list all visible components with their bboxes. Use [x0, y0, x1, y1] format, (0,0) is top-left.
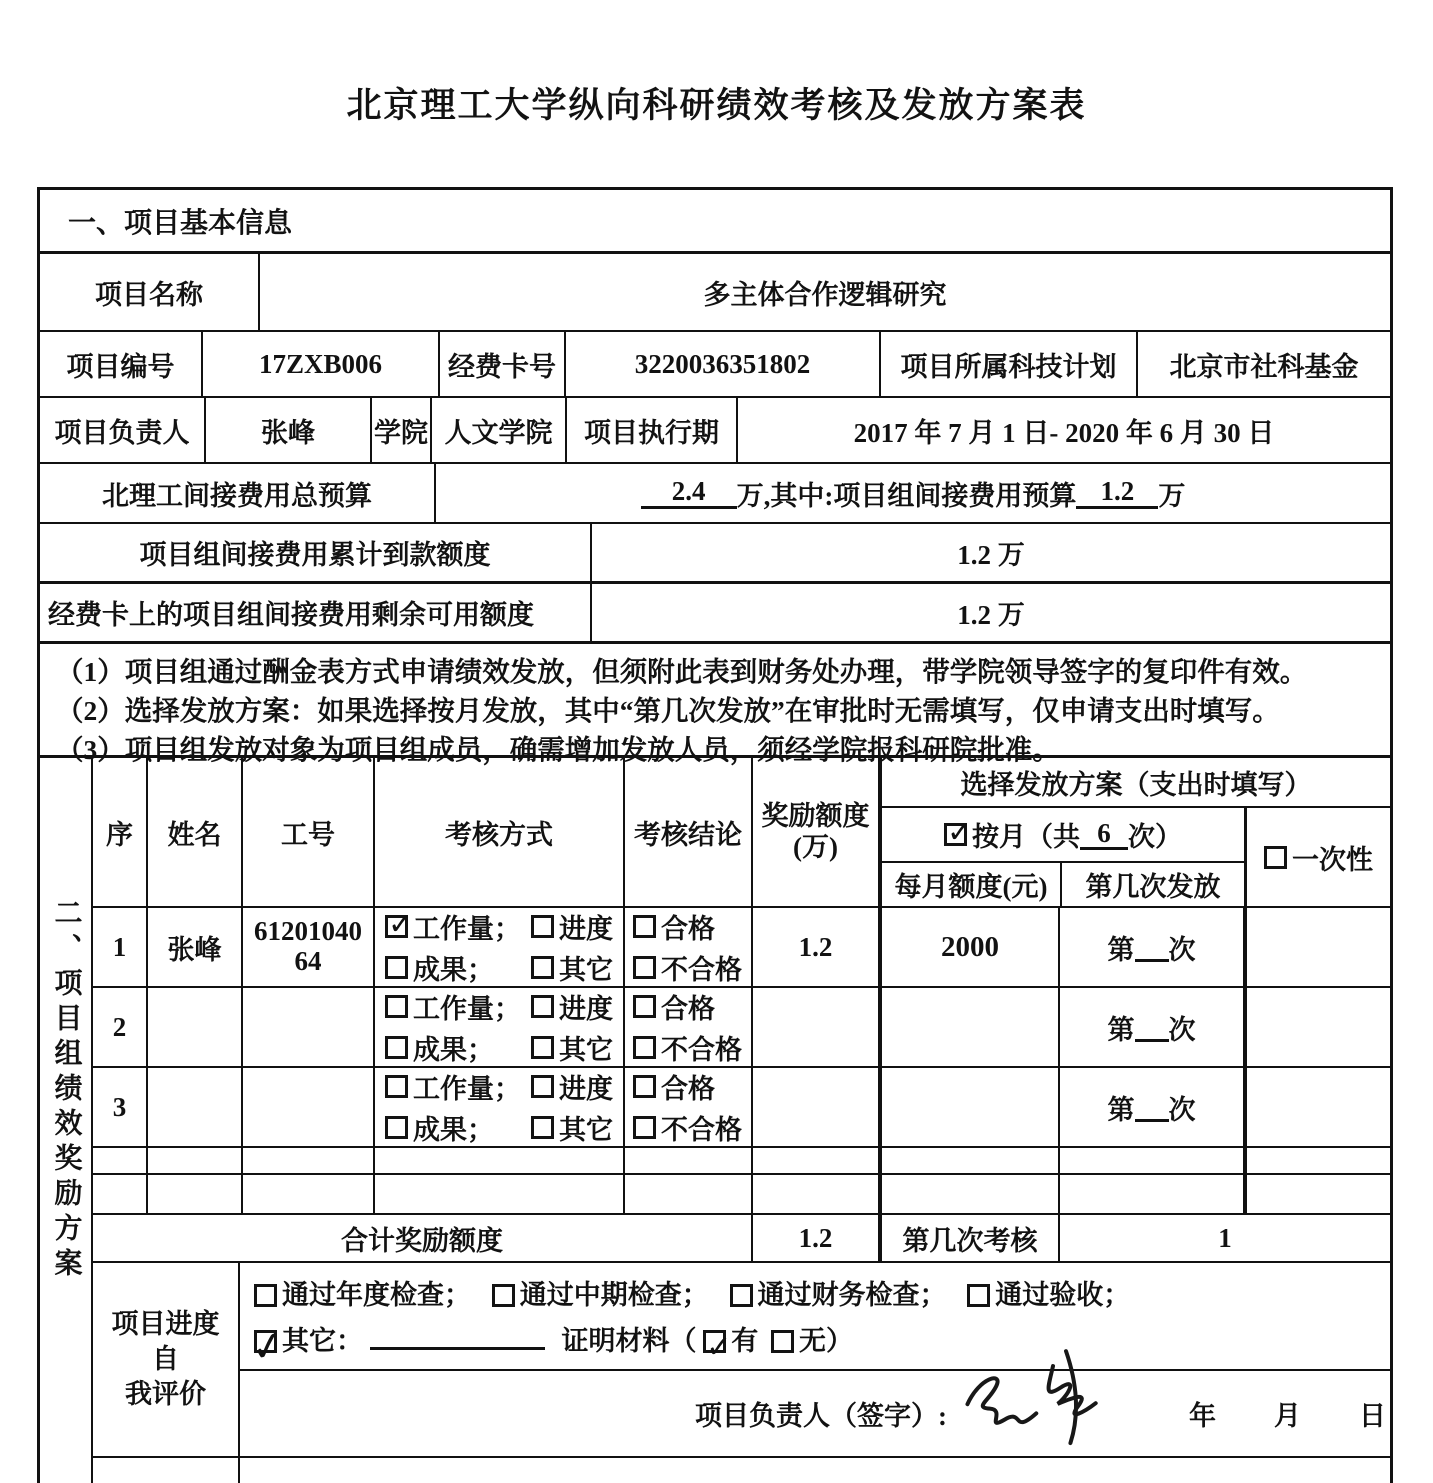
- row3-workload-label: 工作量；: [413, 1074, 521, 1104]
- remaining-row: [40, 584, 1390, 644]
- annual-check-checkbox: [254, 1284, 277, 1307]
- tech-plan-value: 北京市社科基金: [1169, 351, 1359, 382]
- midterm-check-checkbox: [492, 1284, 515, 1307]
- row3-issue-fill: [1135, 1092, 1169, 1122]
- row1-seq: 1: [93, 908, 148, 986]
- header-plan-title: 选择发放方案（支出时填写）: [882, 758, 1390, 808]
- row2-which-issue: [1060, 988, 1245, 1066]
- evidence-label: 证明材料（: [561, 1325, 697, 1356]
- date-month-label: 月: [1274, 1401, 1301, 1431]
- budget-row: [40, 464, 1390, 524]
- row1-empno-line1: 61201040: [254, 916, 362, 947]
- row1-pass-label: 合格: [661, 914, 715, 944]
- monthly-prefix: 按月（共: [972, 822, 1080, 852]
- row1-empno: [243, 908, 375, 986]
- row3-which-issue: [1060, 1068, 1245, 1146]
- form-table: [37, 187, 1393, 1483]
- header-name: 姓名: [148, 758, 243, 906]
- project-name-label: 项目名称: [40, 254, 260, 330]
- onetime-label: 一次性: [1292, 844, 1373, 875]
- row2-amount: [753, 988, 880, 1066]
- received-row: [40, 524, 1390, 584]
- row1-method: [375, 908, 625, 986]
- row2-pass-checkbox: [633, 995, 656, 1018]
- project-leader-row: [40, 398, 1390, 464]
- remaining-value: 1.2 万: [957, 600, 1025, 630]
- row3-result-checkbox: [385, 1116, 408, 1139]
- row1-onetime-cell: [1245, 908, 1390, 986]
- acceptance-check-label: 通过验收；: [995, 1280, 1131, 1310]
- header-empno: 工号: [243, 758, 375, 906]
- row1-workload-checkbox: [385, 915, 408, 938]
- budget-label: 北理工间接费用总预算: [40, 464, 436, 522]
- member-row-3: [93, 1068, 1390, 1148]
- row1-other-checkbox: [531, 956, 554, 979]
- fund-card-label: 经费卡号: [440, 332, 566, 396]
- row2-seq: 2: [93, 988, 148, 1066]
- finance-check-checkbox: [730, 1284, 753, 1307]
- row3-seq: 3: [93, 1068, 148, 1146]
- empty-row-1: [93, 1148, 1390, 1175]
- row3-other-checkbox: [531, 1116, 554, 1139]
- onetime-checkbox: [1264, 846, 1287, 869]
- row2-issue-fill: [1135, 1012, 1169, 1042]
- row2-issue-prefix: 第: [1107, 1014, 1135, 1045]
- row2-result-checkbox: [385, 1036, 408, 1059]
- leader-value: 张峰: [206, 398, 372, 462]
- evidence-yes-checkbox: [703, 1330, 726, 1353]
- row1-fail-checkbox: [633, 956, 656, 979]
- self-eval-label: [93, 1263, 240, 1456]
- row2-fail-checkbox: [633, 1036, 656, 1059]
- date-year-label: 年: [1189, 1401, 1216, 1431]
- leader-label: 项目负责人: [40, 398, 206, 462]
- section1-heading-row: [40, 190, 1390, 254]
- finance-check-label: 通过财务检查；: [757, 1280, 947, 1310]
- row3-fail-checkbox: [633, 1116, 656, 1139]
- row2-monthly: [880, 988, 1060, 1066]
- member-row-2: [93, 988, 1390, 1068]
- row2-issue-suffix: 次: [1168, 1014, 1196, 1045]
- row2-progress-label: 进度: [559, 994, 613, 1024]
- date-day-label: 日: [1359, 1401, 1386, 1431]
- section1-heading: 一、项目基本信息: [68, 207, 293, 239]
- evidence-yes-label: 有: [731, 1325, 759, 1356]
- member-row-1: [93, 908, 1390, 988]
- signature-label: 项目负责人（签字）:: [695, 1401, 947, 1431]
- row2-workload-label: 工作量；: [413, 994, 521, 1024]
- midterm-check-label: 通过中期检查；: [519, 1280, 709, 1310]
- signature-area: [240, 1371, 1390, 1456]
- empty-row-2: [93, 1175, 1390, 1215]
- header-monthly-block: [882, 808, 1247, 906]
- evidence-close-paren: ）: [826, 1325, 853, 1356]
- partial-bottom-row: [93, 1458, 1390, 1483]
- section2: [40, 758, 1390, 1483]
- budget-total-fill: 2.4: [641, 477, 737, 508]
- budget-unit-text: 万: [1158, 480, 1186, 511]
- self-eval-content: [240, 1263, 1390, 1456]
- monthly-times-fill: 6: [1080, 819, 1128, 850]
- which-assessment-value: 1: [1218, 1222, 1232, 1253]
- row2-method: [375, 988, 625, 1066]
- row3-progress-checkbox: [531, 1075, 554, 1098]
- row2-fail-label: 不合格: [661, 1035, 742, 1065]
- row3-fail-label: 不合格: [661, 1115, 742, 1145]
- row2-progress-checkbox: [531, 995, 554, 1018]
- leader-signature: [951, 1343, 1131, 1447]
- row1-name: 张峰: [148, 908, 243, 986]
- row3-progress-label: 进度: [559, 1074, 613, 1104]
- row1-progress-label: 进度: [559, 914, 613, 944]
- row3-onetime-cell: [1245, 1068, 1390, 1146]
- evidence-no-label: 无: [799, 1325, 826, 1356]
- note-1: （1）项目组通过酬金表方式申请绩效发放，但须附此表到财务处办理，带学院领导签字的复印件有效。: [56, 656, 1308, 687]
- received-label: 项目组间接费用累计到款额度: [40, 524, 592, 581]
- section2-side-strip: [40, 758, 93, 1483]
- project-number-label: 项目编号: [40, 332, 203, 396]
- row3-issue-suffix: 次: [1168, 1094, 1196, 1125]
- row1-empno-line2: 64: [294, 946, 322, 976]
- self-eval-label-line2: 我评价: [125, 1379, 206, 1410]
- row1-result-checkbox: [385, 956, 408, 979]
- row2-onetime-cell: [1245, 988, 1390, 1066]
- other-check-checkbox: [254, 1330, 277, 1353]
- row2-other-checkbox: [531, 1036, 554, 1059]
- project-name-row: [40, 254, 1390, 332]
- header-plan-block: [880, 758, 1390, 906]
- notes-block: [40, 644, 1390, 766]
- which-assessment-label: 第几次考核: [880, 1215, 1060, 1261]
- header-monthly-option: [882, 808, 1244, 863]
- row1-issue-fill: [1135, 932, 1169, 962]
- section2-grid: [93, 758, 1390, 1483]
- header-monthly-amount: 每月额度(元): [882, 863, 1062, 906]
- evidence-no-checkbox: [771, 1330, 794, 1353]
- row1-monthly: 2000: [880, 908, 1060, 986]
- header-amount-text: 奖励额度: [761, 800, 870, 831]
- row2-other-label: 其它: [559, 1035, 613, 1065]
- fund-card-value: 3220036351802: [566, 332, 881, 396]
- tech-plan-label: 项目所属科技计划: [881, 332, 1138, 396]
- project-number-row: [40, 332, 1390, 398]
- row3-pass-label: 合格: [661, 1074, 715, 1104]
- section2-side-label: 二、项目组绩效奖励方案: [50, 898, 82, 1283]
- remaining-label: 经费卡上的项目组间接费用剩余可用额度: [40, 584, 592, 641]
- row2-name: [148, 988, 243, 1066]
- row1-workload-label: 工作量；: [413, 914, 521, 944]
- other-check-label: 其它：: [282, 1325, 363, 1356]
- header-which-issue: 第几次发放: [1085, 872, 1221, 902]
- row1-fail-label: 不合格: [661, 955, 742, 985]
- row1-which-issue: [1060, 908, 1245, 986]
- row3-monthly: [880, 1068, 1060, 1146]
- note-2: （2）选择发放方案：如果选择按月发放，其中“第几次发放”在审批时无需填写，仅申请支出时填写。: [56, 695, 1280, 727]
- row3-empno: [243, 1068, 375, 1146]
- header-seq: 序: [93, 758, 148, 906]
- row1-issue-prefix: 第: [1107, 934, 1135, 965]
- received-value: 1.2 万: [957, 540, 1025, 570]
- header-onetime: [1247, 808, 1390, 906]
- row3-method: [375, 1068, 625, 1146]
- total-row: [93, 1215, 1390, 1263]
- period-label: 项目执行期: [567, 398, 738, 462]
- row1-pass-checkbox: [633, 915, 656, 938]
- header-conclusion: 考核结论: [625, 758, 753, 906]
- row3-other-label: 其它: [559, 1115, 613, 1145]
- row2-result-label: 成果；: [413, 1035, 494, 1065]
- row1-conclusion: [625, 908, 753, 986]
- header-amount-unit: (万): [793, 832, 838, 862]
- project-name-value: 多主体合作逻辑研究: [703, 279, 947, 310]
- row2-empno: [243, 988, 375, 1066]
- row1-progress-checkbox: [531, 915, 554, 938]
- budget-value: [436, 464, 1390, 522]
- other-fill-blank: [370, 1320, 545, 1350]
- period-value: 2017 年 7 月 1 日- 2020 年 6 月 30 日: [853, 417, 1275, 448]
- note-3: （3）项目组发放对象为项目组成员，确需增加发放人员，须经学院报科研院批准。: [56, 734, 1060, 766]
- row3-conclusion: [625, 1068, 753, 1146]
- total-amount: 1.2: [753, 1215, 880, 1261]
- header-method: 考核方式: [375, 758, 625, 906]
- project-number-value: 17ZXB006: [203, 332, 440, 396]
- row2-workload-checkbox: [385, 995, 408, 1018]
- row3-name: [148, 1068, 243, 1146]
- self-eval-row: [93, 1263, 1390, 1458]
- acceptance-check-checkbox: [967, 1284, 990, 1307]
- row2-pass-label: 合格: [661, 994, 715, 1024]
- row3-issue-prefix: 第: [1107, 1094, 1135, 1125]
- total-label: 合计奖励额度: [93, 1215, 753, 1261]
- monthly-checkbox: [944, 823, 967, 846]
- self-eval-checks: [240, 1263, 1390, 1371]
- annual-check-label: 通过年度检查；: [282, 1280, 471, 1310]
- row1-issue-suffix: 次: [1168, 934, 1196, 965]
- table-header: [93, 758, 1390, 908]
- budget-mid-text: 万,其中:项目组间接费用预算: [736, 480, 1077, 511]
- row3-pass-checkbox: [633, 1075, 656, 1098]
- row3-workload-checkbox: [385, 1075, 408, 1098]
- college-label: 学院: [372, 398, 432, 462]
- notes-row: [40, 644, 1390, 766]
- row3-amount: [753, 1068, 880, 1146]
- budget-group-fill: 1.2: [1076, 477, 1158, 508]
- form-title: 北京理工大学纵向科研绩效考核及发放方案表: [346, 86, 1087, 125]
- row1-amount: 1.2: [753, 908, 880, 986]
- header-amount: [753, 758, 880, 906]
- monthly-suffix: 次）: [1128, 822, 1182, 852]
- college-value: 人文学院: [432, 398, 567, 462]
- row3-result-label: 成果；: [413, 1115, 494, 1145]
- self-eval-label-line1: 项目进度自: [111, 1308, 220, 1374]
- row1-result-label: 成果；: [413, 955, 494, 985]
- row1-other-label: 其它: [559, 955, 613, 985]
- row2-conclusion: [625, 988, 753, 1066]
